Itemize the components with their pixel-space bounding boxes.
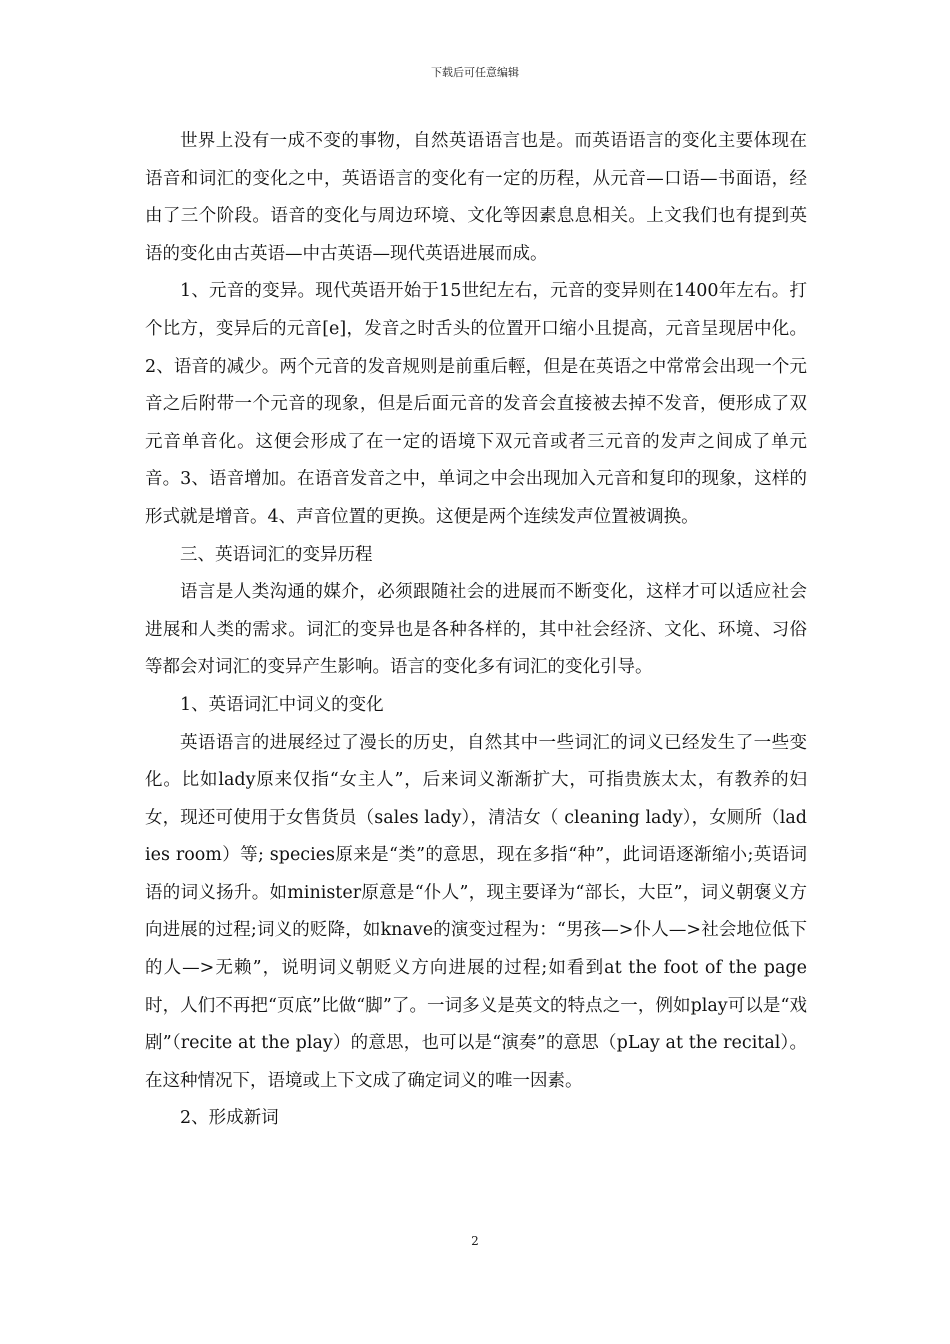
section-heading-vocabulary: 三、英语词汇的变异历程 bbox=[180, 544, 373, 565]
paragraph-language-medium: 语言是人类沟通的媒介，必须跟随社会的进展而不断变化，这样才可以适应社会进展和人类的需求。词汇的变异也是各种各样的，其中社会经济、文化、环境、习俗等都会对词汇的变异产生影响。语言的变化多有词汇的变化引导。 bbox=[145, 582, 807, 678]
paragraph-intro: 世界上没有一成不变的事物，自然英语语言也是。而英语语言的变化主要体现在语音和词汇的变化之中，英语语言的变化有一定的历程，从元音—口语—书面语，经由了三个阶段。语音的变化与周边环境、文化等因素息息相关。上文我们也有提到英语的变化由古英语—中古英语—现代英语进展而成。 bbox=[145, 131, 807, 264]
page-number: 2 bbox=[471, 1234, 479, 1248]
document-body bbox=[145, 123, 807, 1138]
page-header: 下载后可任意编辑 bbox=[431, 66, 519, 79]
paragraph-vowel-changes: 1、元音的变异。现代英语开始于15世纪左右，元音的变异则在1400年左右。打个比方，变异后的元音[e]，发音之时舌头的位置开口缩小且提高，元音呈现居中化。2、语音的减少。两个元音的发音规则是前重后輕，但是在英语之中常常会出现一个元音之后附带一个元音的现象，但是后面元音的发音会直接被去掉不发音，便形成了双元音单音化。这便会形成了在一定的语境下双元音或者三元音的发声之间成了单元音。3、语音增加。在语音发音之中，单词之中会出现加入元音和复印的现象，这样的形式就是增音。4、声音位置的更换。这便是两个连续发声位置被调换。 bbox=[145, 281, 807, 527]
paragraph-meaning-examples: 英语语言的进展经过了漫长的历史，自然其中一些词汇的词义已经发生了一些变化。比如lady原来仅指“女主人”，后来词义渐渐扩大，可指贵族太太，有教养的妇女，现还可使用于女售货员（sales lady），清洁女（ cleaning lady），女厕所（ladies room）等; species原来是“类”的意思，现在多指“种”，此词语逐渐缩小;英语词语的词义扬升。如minister原意是“仆人”，现主要译为“部长，大臣”，词义朝褒义方向进展的过程;词义的贬降，如knave的演变过程为：“男孩—>仆人—>社会地位低下的人—>无赖”，说明词义朝贬义方向进展的过程;如看到at the foot of the page时，人们不再把“页底”比做“脚”了。一词多义是英文的特点之一，例如play可以是“戏剧”（recite at the play）的意思，也可以是“演奏”的意思（pLay at the recital）。在这种情况下，语境或上下文成了确定词义的唯一因素。 bbox=[145, 732, 807, 1091]
subheading-meaning-change: 1、英语词汇中词义的变化 bbox=[180, 694, 384, 715]
subheading-new-words: 2、形成新词 bbox=[180, 1108, 279, 1129]
